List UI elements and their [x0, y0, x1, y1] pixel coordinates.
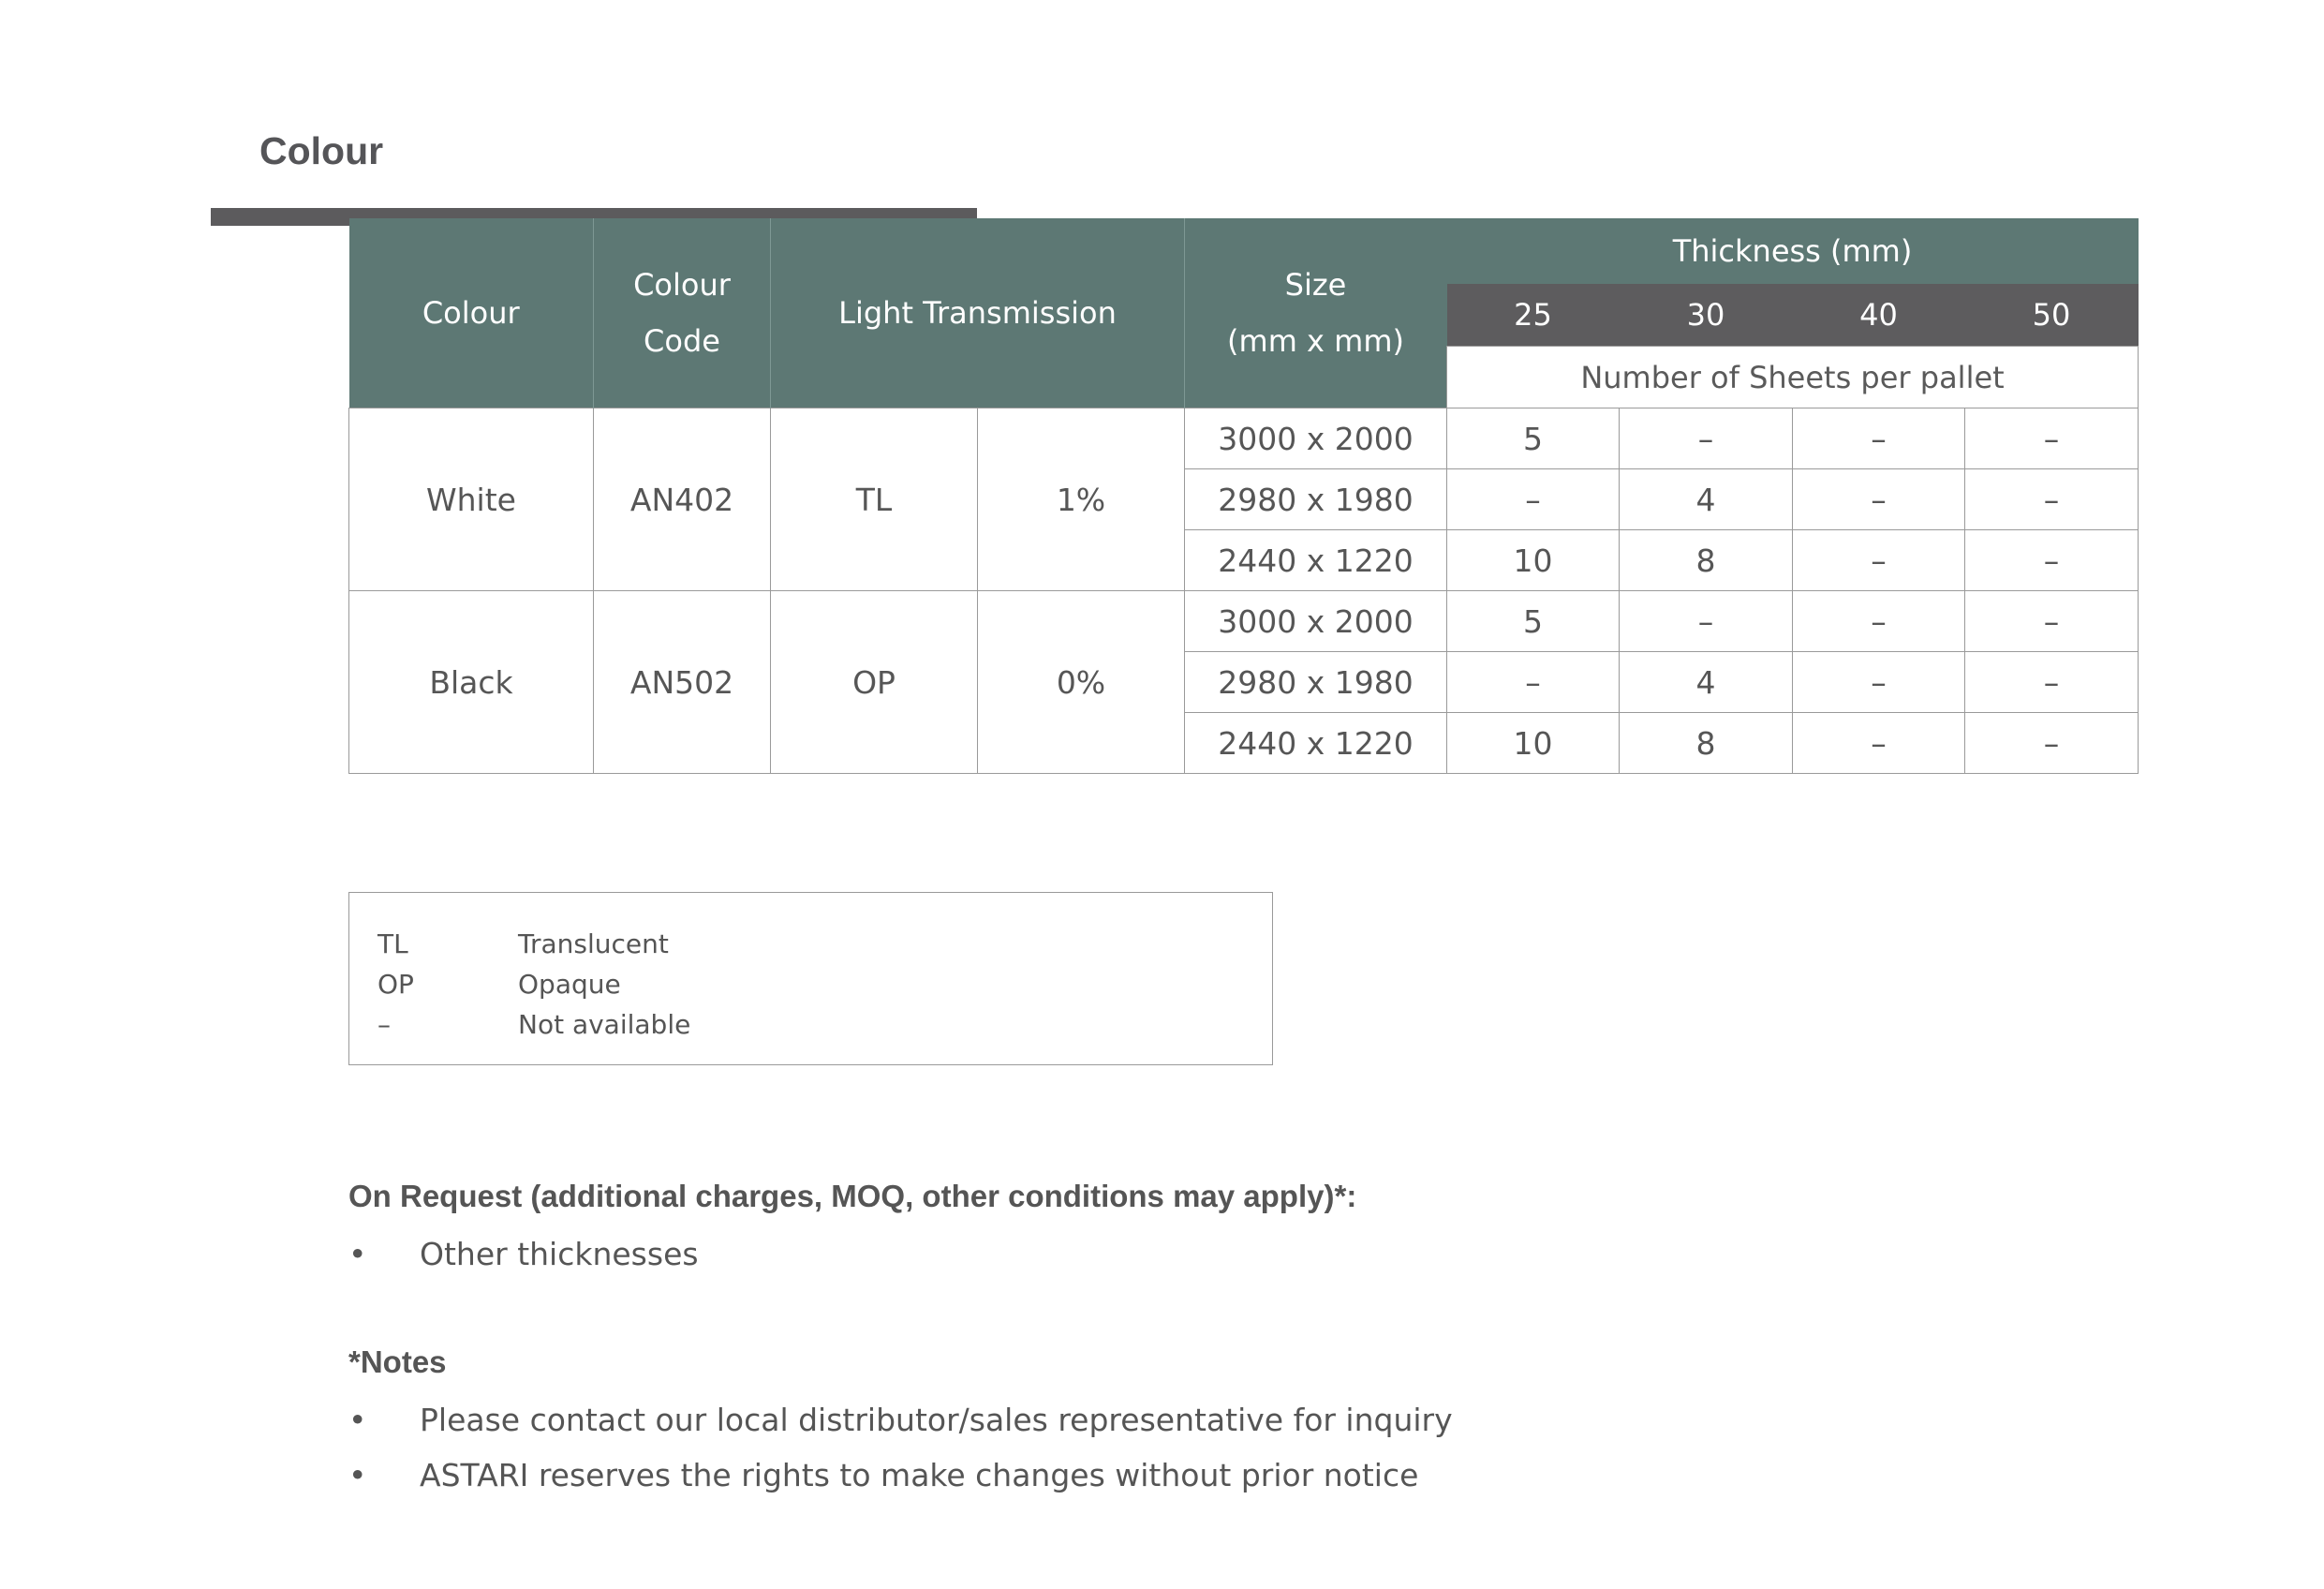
- cell-value: –: [1793, 530, 1965, 591]
- cell-value: 8: [1620, 713, 1793, 774]
- legend-item: [349, 969, 1272, 1009]
- on-request-heading: On Request (additional charges, MOQ, other conditions may apply)*:: [348, 1179, 1357, 1213]
- legend-box: [348, 892, 1273, 1065]
- header-thickness-25: 25: [1447, 284, 1620, 347]
- cell-value: –: [1965, 713, 2139, 774]
- cell-size: 3000 x 2000: [1185, 408, 1447, 469]
- table-row: [349, 408, 2139, 469]
- cell-transmission-type: OP: [771, 591, 978, 774]
- cell-value: –: [1793, 469, 1965, 530]
- header-size: [1185, 218, 1447, 408]
- cell-colour: White: [349, 408, 594, 591]
- cell-value: –: [1620, 408, 1793, 469]
- legend-value: Opaque: [518, 969, 621, 1000]
- cell-colour-code: AN402: [594, 408, 771, 591]
- legend-key: TL: [377, 928, 408, 959]
- cell-size: 2980 x 1980: [1185, 652, 1447, 713]
- cell-value: 5: [1447, 408, 1620, 469]
- header-light-transmission: Light Transmission: [771, 218, 1185, 408]
- cell-transmission-type: TL: [771, 408, 978, 591]
- cell-colour: Black: [349, 591, 594, 774]
- colour-spec-table: [348, 218, 2139, 774]
- table-row: [349, 591, 2139, 652]
- legend-value: Not available: [518, 1009, 691, 1040]
- legend-value: Translucent: [518, 928, 669, 959]
- header-size-line1: Size: [1284, 267, 1347, 303]
- cell-value: –: [1793, 713, 1965, 774]
- legend-item: [349, 928, 1272, 969]
- cell-value: –: [1620, 591, 1793, 652]
- cell-transmission-percent: 1%: [978, 408, 1185, 591]
- bullet-icon: •: [348, 1236, 367, 1272]
- cell-colour-code: AN502: [594, 591, 771, 774]
- cell-value: –: [1965, 652, 2139, 713]
- header-colour: Colour: [349, 218, 594, 408]
- cell-size: 3000 x 2000: [1185, 591, 1447, 652]
- cell-value: –: [1965, 408, 2139, 469]
- header-thickness-40: 40: [1793, 284, 1965, 347]
- header-thickness-50: 50: [1965, 284, 2139, 347]
- cell-size: 2440 x 1220: [1185, 530, 1447, 591]
- header-sheets-per-pallet: Number of Sheets per pallet: [1447, 347, 2139, 408]
- header-colour-code: [594, 218, 771, 408]
- cell-value: –: [1965, 530, 2139, 591]
- list-item-text: ASTARI reserves the rights to make changes without prior notice: [420, 1457, 1419, 1493]
- cell-transmission-percent: 0%: [978, 591, 1185, 774]
- cell-value: 4: [1620, 652, 1793, 713]
- cell-size: 2980 x 1980: [1185, 469, 1447, 530]
- header-size-line2: (mm x mm): [1227, 323, 1404, 359]
- header-colour-code-line1: Colour: [633, 267, 731, 303]
- legend-key: OP: [377, 969, 414, 1000]
- cell-value: 4: [1620, 469, 1793, 530]
- cell-value: 10: [1447, 530, 1620, 591]
- cell-size: 2440 x 1220: [1185, 713, 1447, 774]
- legend-key: –: [377, 1009, 391, 1040]
- list-item-text: Please contact our local distributor/sales representative for inquiry: [420, 1402, 1453, 1438]
- legend-item: [349, 1009, 1272, 1049]
- header-thickness: Thickness (mm): [1447, 218, 2139, 284]
- bullet-icon: •: [348, 1402, 367, 1438]
- cell-value: –: [1793, 408, 1965, 469]
- cell-value: 5: [1447, 591, 1620, 652]
- cell-value: –: [1965, 469, 2139, 530]
- list-item-text: Other thicknesses: [420, 1236, 699, 1272]
- cell-value: –: [1793, 652, 1965, 713]
- cell-value: –: [1447, 652, 1620, 713]
- header-thickness-30: 30: [1620, 284, 1793, 347]
- cell-value: –: [1965, 591, 2139, 652]
- cell-value: –: [1793, 591, 1965, 652]
- cell-value: –: [1447, 469, 1620, 530]
- header-row-1: [349, 218, 2139, 284]
- cell-value: 10: [1447, 713, 1620, 774]
- bullet-icon: •: [348, 1457, 367, 1493]
- section-title: Colour: [259, 129, 384, 172]
- notes-heading: *Notes: [348, 1344, 447, 1379]
- header-colour-code-line2: Code: [644, 323, 720, 359]
- cell-value: 8: [1620, 530, 1793, 591]
